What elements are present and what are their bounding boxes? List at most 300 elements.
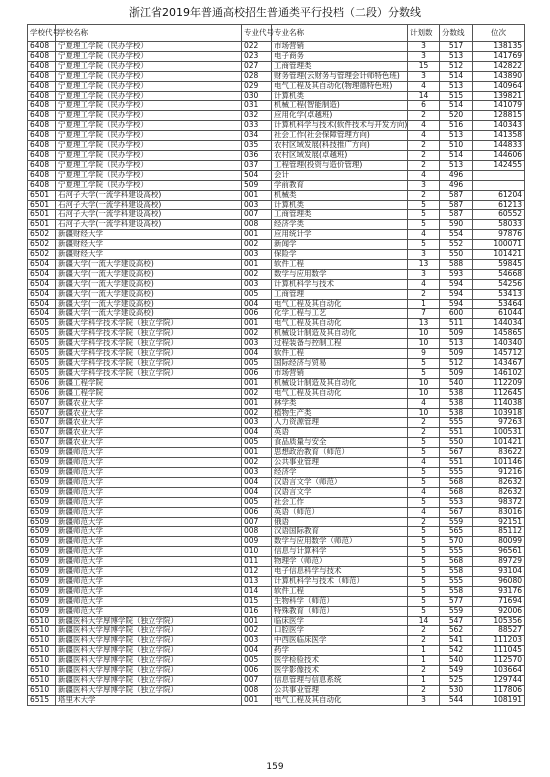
table-row: [28, 250, 525, 260]
cell-major-code: 001: [242, 230, 272, 240]
cell-school-name: 新疆财经大学: [56, 230, 242, 240]
cell-rank: 101421: [473, 250, 525, 260]
cell-major-name: 电气工程及其自动化: [272, 319, 408, 329]
cell-school-name: 宁夏理工学院（民办学校）: [56, 81, 242, 91]
cell-school-code: 6504: [28, 269, 56, 279]
cell-score: 594: [440, 279, 473, 289]
cell-rank: 108191: [473, 695, 525, 705]
cell-school-code: 6509: [28, 448, 56, 458]
cell-rank: 83622: [473, 448, 525, 458]
cell-major-name: 计算机类: [272, 200, 408, 210]
cell-major-code: 004: [242, 299, 272, 309]
cell-rank: 141769: [473, 51, 525, 61]
cell-school-name: 宁夏理工学院（民办学校）: [56, 111, 242, 121]
cell-school-name: 新疆师范大学: [56, 527, 242, 537]
cell-school-name: 石河子大学(一流学科建设高校): [56, 210, 242, 220]
cell-rank: 139821: [473, 91, 525, 101]
cell-plan: 5: [408, 586, 440, 596]
cell-major-name: 思想政治教育（师范）: [272, 448, 408, 458]
cell-major-name: 机械设计制造及其自动化: [272, 329, 408, 339]
cell-score: 570: [440, 537, 473, 547]
cell-school-name: 新疆大学(一流大学建设高校): [56, 259, 242, 269]
cell-score: 514: [440, 71, 473, 81]
cell-school-code: 6504: [28, 289, 56, 299]
cell-school-code: 6501: [28, 200, 56, 210]
cell-plan: 5: [408, 537, 440, 547]
cell-major-code: 011: [242, 557, 272, 567]
cell-school-name: 新疆工程学院: [56, 378, 242, 388]
cell-major-code: 004: [242, 428, 272, 438]
cell-school-name: 新疆大学(一流大学建设高校): [56, 269, 242, 279]
cell-rank: 140340: [473, 339, 525, 349]
cell-major-name: 电气工程及其自动化: [272, 388, 408, 398]
cell-score: 567: [440, 507, 473, 517]
cell-major-name: 学前教育: [272, 180, 408, 190]
cell-score: 525: [440, 676, 473, 686]
cell-score: 559: [440, 517, 473, 527]
cell-major-code: 001: [242, 398, 272, 408]
cell-score: 600: [440, 309, 473, 319]
table-row: [28, 160, 525, 170]
cell-plan: 13: [408, 319, 440, 329]
cell-major-code: 030: [242, 91, 272, 101]
cell-major-code: 032: [242, 111, 272, 121]
cell-major-name: 会计: [272, 170, 408, 180]
cell-score: 568: [440, 477, 473, 487]
table-row: [28, 71, 525, 81]
cell-major-name: 物理学（师范）: [272, 557, 408, 567]
cell-major-name: 农村区域发展(卓越班): [272, 150, 408, 160]
cell-major-name: 药学: [272, 646, 408, 656]
cell-score: 538: [440, 408, 473, 418]
cell-school-code: 6509: [28, 537, 56, 547]
cell-rank: 114038: [473, 398, 525, 408]
cell-school-code: 6509: [28, 606, 56, 616]
cell-plan: 2: [408, 190, 440, 200]
cell-major-code: 002: [242, 269, 272, 279]
cell-plan: 2: [408, 418, 440, 428]
cell-score: 594: [440, 289, 473, 299]
cell-plan: 2: [408, 428, 440, 438]
cell-major-code: 008: [242, 685, 272, 695]
header-school-name: 学校名称: [56, 25, 242, 42]
cell-plan: 5: [408, 596, 440, 606]
cell-rank: 101421: [473, 438, 525, 448]
cell-rank: 96080: [473, 576, 525, 586]
cell-school-code: 6506: [28, 388, 56, 398]
cell-major-name: 工商管理类: [272, 61, 408, 71]
cell-school-code: 6408: [28, 91, 56, 101]
cell-plan: 10: [408, 378, 440, 388]
cell-school-name: 石河子大学(一流学科建设高校): [56, 220, 242, 230]
cell-rank: 111045: [473, 646, 525, 656]
cell-school-name: 新疆师范大学: [56, 448, 242, 458]
cell-rank: 143890: [473, 71, 525, 81]
cell-school-name: 宁夏理工学院（民办学校）: [56, 170, 242, 180]
table-row: [28, 190, 525, 200]
header-major-name: 专业名称: [272, 25, 408, 42]
cell-plan: 5: [408, 240, 440, 250]
cell-major-name: 医学检验技术: [272, 656, 408, 666]
cell-school-name: 新疆师范大学: [56, 567, 242, 577]
cell-plan: 5: [408, 200, 440, 210]
cell-major-name: 社会工作(社会保障管理方向): [272, 131, 408, 141]
cell-school-name: 新疆师范大学: [56, 606, 242, 616]
cell-rank: 129744: [473, 676, 525, 686]
cell-score: 516: [440, 121, 473, 131]
table-row: [28, 81, 525, 91]
cell-plan: 10: [408, 388, 440, 398]
cell-plan: 5: [408, 567, 440, 577]
cell-school-code: 6507: [28, 428, 56, 438]
cell-score: 513: [440, 131, 473, 141]
cell-rank: 146102: [473, 368, 525, 378]
cell-plan: 4: [408, 121, 440, 131]
cell-school-code: 6509: [28, 596, 56, 606]
cell-plan: 3: [408, 180, 440, 190]
cell-rank: 54668: [473, 269, 525, 279]
cell-score: 552: [440, 240, 473, 250]
cell-school-code: 6509: [28, 467, 56, 477]
cell-rank: 60552: [473, 210, 525, 220]
cell-major-name: 计算机类: [272, 91, 408, 101]
cell-score: 587: [440, 190, 473, 200]
cell-school-name: 新疆师范大学: [56, 507, 242, 517]
cell-school-code: 6504: [28, 309, 56, 319]
cell-score: 551: [440, 428, 473, 438]
cell-major-code: 006: [242, 368, 272, 378]
table-row: [28, 676, 525, 686]
cell-major-code: 003: [242, 339, 272, 349]
cell-school-code: 6408: [28, 141, 56, 151]
cell-rank: 100071: [473, 240, 525, 250]
cell-rank: 140343: [473, 121, 525, 131]
cell-plan: 7: [408, 309, 440, 319]
table-row: [28, 42, 525, 52]
cell-school-code: 6507: [28, 408, 56, 418]
cell-plan: 15: [408, 61, 440, 71]
cell-school-code: 6408: [28, 61, 56, 71]
cell-score: 540: [440, 378, 473, 388]
cell-school-name: 新疆师范大学: [56, 458, 242, 468]
table-row: [28, 141, 525, 151]
cell-school-code: 6408: [28, 111, 56, 121]
cell-score: 544: [440, 695, 473, 705]
cell-school-name: 新疆医科大学厚博学院（独立学院）: [56, 636, 242, 646]
cell-rank: 138135: [473, 42, 525, 52]
header-score: 分数线: [440, 25, 473, 42]
cell-school-name: 新疆财经大学: [56, 250, 242, 260]
cell-score: 538: [440, 398, 473, 408]
table-row: [28, 349, 525, 359]
table-row: [28, 170, 525, 180]
cell-major-code: 006: [242, 309, 272, 319]
cell-major-name: 保险学: [272, 250, 408, 260]
cell-score: 555: [440, 467, 473, 477]
cell-school-code: 6509: [28, 527, 56, 537]
cell-plan: 9: [408, 349, 440, 359]
cell-plan: 2: [408, 685, 440, 695]
cell-major-name: 汉语国际教育: [272, 527, 408, 537]
cell-major-name: 财务管理(云财务与管理会计师特色班): [272, 71, 408, 81]
cell-major-name: 林学类: [272, 398, 408, 408]
table-row: [28, 359, 525, 369]
cell-major-name: 软件工程: [272, 586, 408, 596]
cell-rank: 92006: [473, 606, 525, 616]
cell-school-code: 6408: [28, 160, 56, 170]
cell-major-code: 014: [242, 586, 272, 596]
cell-plan: 1: [408, 646, 440, 656]
cell-school-name: 新疆大学科学技术学院（独立学院）: [56, 368, 242, 378]
cell-score: 514: [440, 101, 473, 111]
cell-plan: 5: [408, 359, 440, 369]
cell-school-name: 新疆师范大学: [56, 557, 242, 567]
table-row: [28, 685, 525, 695]
cell-rank: 142455: [473, 160, 525, 170]
cell-major-name: 汉语言文学（师范）: [272, 477, 408, 487]
cell-score: 512: [440, 359, 473, 369]
cell-school-name: 新疆医科大学厚博学院（独立学院）: [56, 646, 242, 656]
cell-major-code: 022: [242, 42, 272, 52]
cell-major-name: 计算机科学与技术: [272, 279, 408, 289]
table-row: [28, 576, 525, 586]
cell-rank: 141358: [473, 131, 525, 141]
table-row: [28, 477, 525, 487]
cell-school-name: 新疆师范大学: [56, 467, 242, 477]
cell-rank: 85112: [473, 527, 525, 537]
cell-plan: 2: [408, 666, 440, 676]
cell-score: 496: [440, 170, 473, 180]
cell-plan: 3: [408, 695, 440, 705]
cell-major-name: 工商管理: [272, 289, 408, 299]
cell-major-code: 013: [242, 576, 272, 586]
cell-score: 554: [440, 230, 473, 240]
cell-score: 558: [440, 586, 473, 596]
cell-plan: 6: [408, 101, 440, 111]
cell-major-code: 009: [242, 537, 272, 547]
cell-plan: 2: [408, 160, 440, 170]
cell-major-name: 英语（师范）: [272, 507, 408, 517]
cell-school-code: 6507: [28, 398, 56, 408]
cell-school-code: 6510: [28, 616, 56, 626]
cell-major-code: 005: [242, 359, 272, 369]
cell-score: 530: [440, 685, 473, 695]
cell-school-name: 新疆师范大学: [56, 477, 242, 487]
cell-major-code: 004: [242, 646, 272, 656]
cell-plan: 4: [408, 170, 440, 180]
cell-rank: 82632: [473, 477, 525, 487]
cell-major-code: 027: [242, 61, 272, 71]
cell-school-code: 6505: [28, 359, 56, 369]
table-row: [28, 180, 525, 190]
cell-score: 513: [440, 339, 473, 349]
header-major-code: 专业代号: [242, 25, 272, 42]
cell-score: 509: [440, 329, 473, 339]
cell-rank: 89729: [473, 557, 525, 567]
cell-major-code: 002: [242, 388, 272, 398]
cell-school-code: 6510: [28, 676, 56, 686]
cell-school-name: 新疆大学(一流大学建设高校): [56, 309, 242, 319]
table-row: [28, 269, 525, 279]
cell-school-code: 6507: [28, 438, 56, 448]
cell-plan: 3: [408, 71, 440, 81]
cell-school-name: 新疆农业大学: [56, 408, 242, 418]
cell-major-code: 029: [242, 81, 272, 91]
cell-score: 587: [440, 200, 473, 210]
cell-plan: 5: [408, 210, 440, 220]
cell-school-code: 6509: [28, 487, 56, 497]
cell-school-name: 宁夏理工学院（民办学校）: [56, 160, 242, 170]
cell-major-name: 市场营销: [272, 368, 408, 378]
cell-school-code: 6507: [28, 418, 56, 428]
cell-school-name: 新疆大学科学技术学院（独立学院）: [56, 359, 242, 369]
cell-school-name: 新疆师范大学: [56, 596, 242, 606]
cell-plan: 5: [408, 557, 440, 567]
cell-school-name: 宁夏理工学院（民办学校）: [56, 101, 242, 111]
table-row: [28, 368, 525, 378]
cell-school-name: 宁夏理工学院（民办学校）: [56, 180, 242, 190]
cell-score: 496: [440, 180, 473, 190]
cell-rank: 143467: [473, 359, 525, 369]
cell-major-name: 应用化学(卓越班): [272, 111, 408, 121]
cell-rank: 54256: [473, 279, 525, 289]
cell-major-code: 010: [242, 547, 272, 557]
cell-school-code: 6509: [28, 586, 56, 596]
cell-major-name: 软件工程: [272, 259, 408, 269]
cell-rank: 103664: [473, 666, 525, 676]
cell-major-code: 008: [242, 220, 272, 230]
cell-score: 558: [440, 567, 473, 577]
cell-plan: 14: [408, 616, 440, 626]
cell-major-code: 504: [242, 170, 272, 180]
cell-plan: 4: [408, 230, 440, 240]
cell-school-name: 新疆大学(一流大学建设高校): [56, 289, 242, 299]
cell-school-code: 6515: [28, 695, 56, 705]
cell-major-name: 人力资源管理: [272, 418, 408, 428]
cell-rank: 92151: [473, 517, 525, 527]
cell-plan: 5: [408, 438, 440, 448]
cell-score: 568: [440, 487, 473, 497]
cell-plan: 5: [408, 576, 440, 586]
cell-plan: 1: [408, 656, 440, 666]
score-table: [27, 24, 525, 706]
cell-major-name: 电气工程及其自动化: [272, 695, 408, 705]
cell-major-name: 中西医临床医学: [272, 636, 408, 646]
cell-major-code: 015: [242, 596, 272, 606]
cell-school-code: 6504: [28, 299, 56, 309]
cell-school-name: 新疆大学(一流大学建设高校): [56, 279, 242, 289]
cell-plan: 5: [408, 527, 440, 537]
cell-score: 549: [440, 666, 473, 676]
cell-major-code: 006: [242, 507, 272, 517]
cell-score: 593: [440, 269, 473, 279]
cell-major-code: 001: [242, 190, 272, 200]
cell-score: 540: [440, 656, 473, 666]
header-plan: 计划数: [408, 25, 440, 42]
cell-major-name: 电子信息科学与技术: [272, 567, 408, 577]
cell-rank: 59845: [473, 259, 525, 269]
cell-school-code: 6408: [28, 81, 56, 91]
cell-school-code: 6505: [28, 349, 56, 359]
cell-rank: 105356: [473, 616, 525, 626]
table-row: [28, 259, 525, 269]
cell-school-code: 6408: [28, 101, 56, 111]
table-row: [28, 61, 525, 71]
cell-plan: 5: [408, 606, 440, 616]
cell-major-code: 016: [242, 606, 272, 616]
cell-major-code: 002: [242, 626, 272, 636]
cell-major-name: 公共事业管理: [272, 685, 408, 695]
cell-plan: 2: [408, 111, 440, 121]
cell-school-code: 6509: [28, 458, 56, 468]
cell-major-name: 汉语言文学: [272, 487, 408, 497]
cell-major-name: 数学与应用数学（师范）: [272, 537, 408, 547]
cell-school-name: 新疆师范大学: [56, 537, 242, 547]
cell-major-name: 经济学: [272, 467, 408, 477]
cell-score: 562: [440, 626, 473, 636]
cell-school-name: 塔里木大学: [56, 695, 242, 705]
cell-score: 509: [440, 368, 473, 378]
cell-score: 551: [440, 458, 473, 468]
cell-school-code: 6509: [28, 567, 56, 577]
cell-score: 594: [440, 299, 473, 309]
cell-major-name: 电子商务: [272, 51, 408, 61]
cell-score: 513: [440, 160, 473, 170]
cell-school-code: 6505: [28, 339, 56, 349]
cell-major-name: 信息与计算科学: [272, 547, 408, 557]
cell-plan: 4: [408, 398, 440, 408]
cell-plan: 5: [408, 220, 440, 230]
cell-rank: 112570: [473, 656, 525, 666]
cell-major-name: 口腔医学: [272, 626, 408, 636]
cell-rank: 112209: [473, 378, 525, 388]
cell-school-code: 6505: [28, 319, 56, 329]
table-row: [28, 458, 525, 468]
cell-school-code: 6510: [28, 636, 56, 646]
cell-major-code: 007: [242, 210, 272, 220]
cell-major-name: 机械工程(智能制造): [272, 101, 408, 111]
cell-school-name: 宁夏理工学院（民办学校）: [56, 131, 242, 141]
cell-major-name: 机械设计制造及其自动化: [272, 378, 408, 388]
cell-score: 541: [440, 636, 473, 646]
page-number: 159: [266, 762, 284, 772]
cell-major-name: 信息管理与信息系统: [272, 676, 408, 686]
cell-major-name: 电气工程及其自动化(物理德特色班): [272, 81, 408, 91]
cell-school-name: 新疆大学科学技术学院（独立学院）: [56, 319, 242, 329]
cell-major-code: 006: [242, 666, 272, 676]
cell-rank: 93176: [473, 586, 525, 596]
cell-plan: 2: [408, 636, 440, 646]
cell-plan: 4: [408, 279, 440, 289]
cell-school-name: 石河子大学(一流学科建设高校): [56, 190, 242, 200]
cell-school-name: 新疆师范大学: [56, 576, 242, 586]
cell-rank: [473, 170, 525, 180]
cell-major-name: 计算机科学与技术(软件技术与开发方向): [272, 121, 408, 131]
cell-major-name: 化学工程与工艺: [272, 309, 408, 319]
cell-school-name: 新疆医科大学厚博学院（独立学院）: [56, 656, 242, 666]
cell-school-name: 新疆大学科学技术学院（独立学院）: [56, 349, 242, 359]
cell-school-name: 宁夏理工学院（民办学校）: [56, 121, 242, 131]
cell-score: 588: [440, 259, 473, 269]
cell-rank: 141079: [473, 101, 525, 111]
cell-school-code: 6501: [28, 220, 56, 230]
cell-school-code: 6408: [28, 121, 56, 131]
cell-plan: 5: [408, 497, 440, 507]
cell-plan: 2: [408, 150, 440, 160]
cell-major-name: 经济学类: [272, 220, 408, 230]
table-row: [28, 279, 525, 289]
cell-score: 559: [440, 606, 473, 616]
